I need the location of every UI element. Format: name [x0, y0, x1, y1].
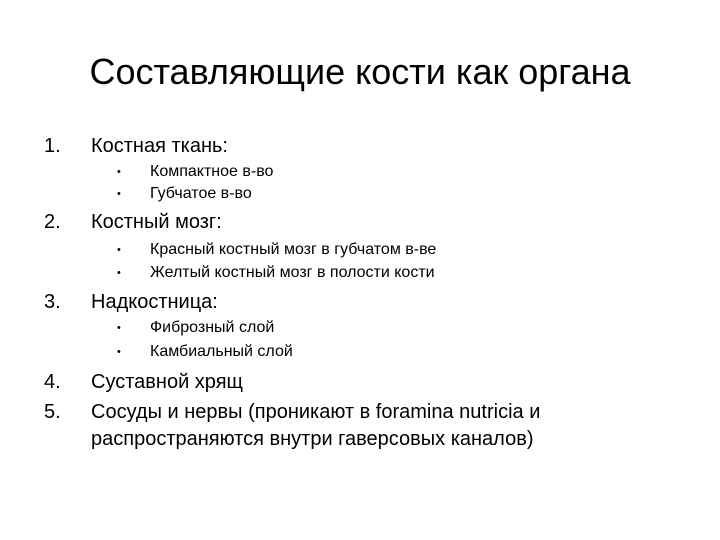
- bullet-icon: •: [117, 322, 121, 334]
- item-number: 5.: [44, 401, 61, 423]
- item-text: Костный мозг:: [91, 211, 222, 233]
- item-number: 3.: [44, 291, 61, 313]
- subitem-text: Желтый костный мозг в полости кости: [150, 264, 435, 281]
- bullet-icon: •: [117, 188, 121, 200]
- item-number: 1.: [44, 135, 61, 157]
- bullet-icon: •: [117, 166, 121, 178]
- item-number: 4.: [44, 371, 61, 393]
- item-text: Надкостница:: [91, 291, 218, 313]
- item-text: Сосуды и нервы (проникают в foramina nutricia и: [91, 401, 541, 423]
- item-text: Костная ткань:: [91, 135, 228, 157]
- slide-title: Составляющие кости как органа: [89, 51, 631, 92]
- item-text: Суставной хрящ: [91, 371, 243, 393]
- subitem-text: Фиброзный слой: [150, 319, 275, 336]
- bullet-icon: •: [117, 346, 121, 358]
- subitem-text: Губчатое в-во: [150, 185, 252, 202]
- subitem-text: Компактное в-во: [150, 163, 274, 180]
- subitem-text: Красный костный мозг в губчатом в-ве: [150, 241, 437, 258]
- item-text-continuation: распространяются внутри гаверсовых каналов): [91, 428, 534, 450]
- item-number: 2.: [44, 211, 61, 233]
- bullet-icon: •: [117, 244, 121, 256]
- subitem-text: Камбиальный слой: [150, 343, 293, 360]
- bullet-icon: •: [117, 267, 121, 279]
